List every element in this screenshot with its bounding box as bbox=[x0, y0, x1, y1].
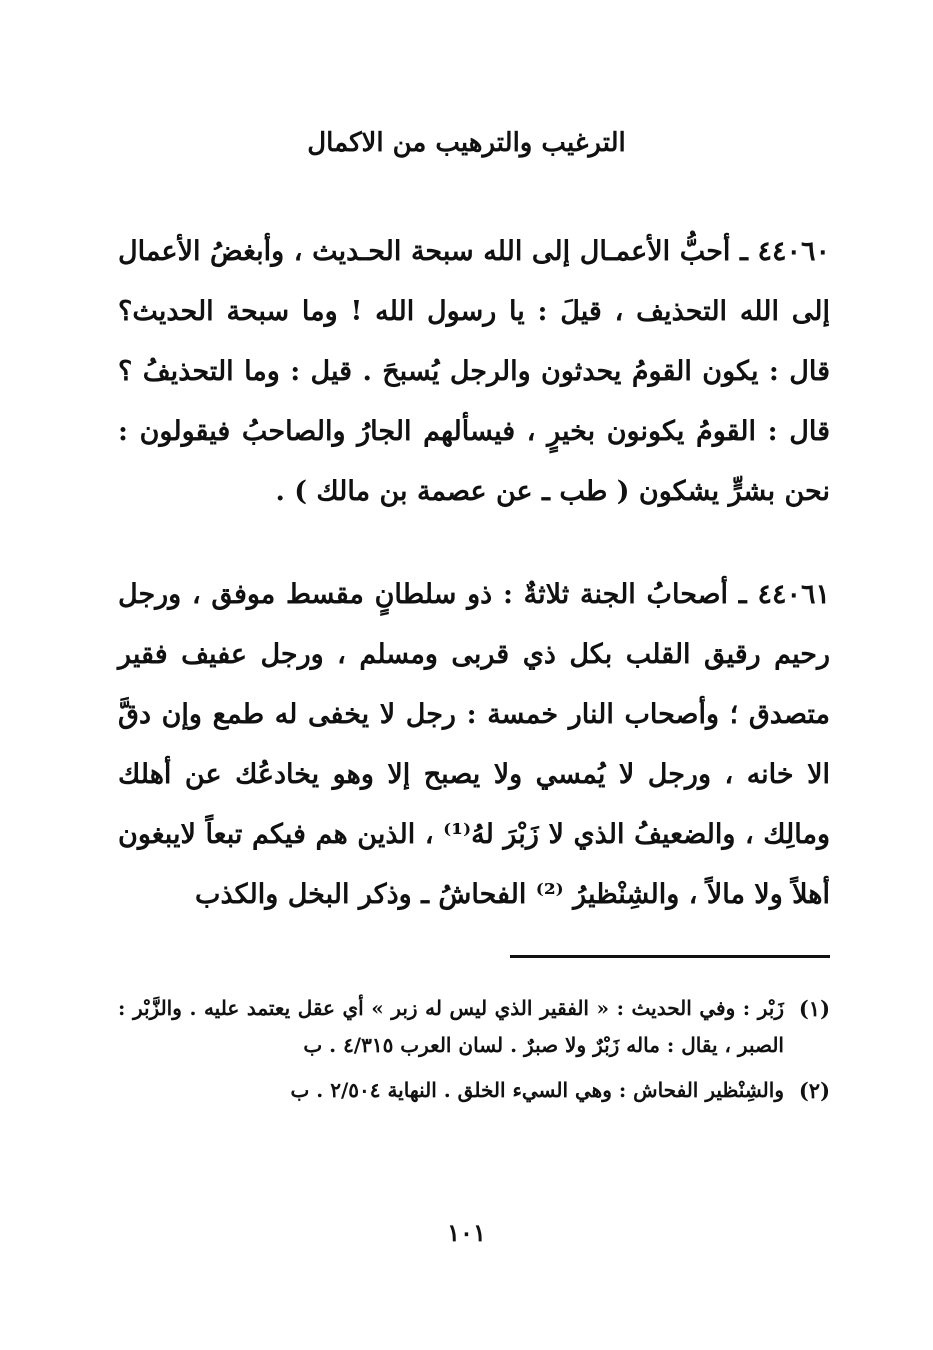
footnote-text: والشِنْظير الفحاش : وهي السيء الخلق . النهاية ٢/٥٠٤ . ب bbox=[290, 1078, 784, 1102]
footnote bbox=[118, 1072, 830, 1109]
hadith-paragraph: ٤٤٠٦١ ـ أصحابُ الجنة ثلاثةٌ : ذو سلطانٍ مقسط موفق ، ورجل رحيم رقيق القلب بكل ذي قربى ومسلم ، ورجل عفيف فقير متصدق ؛ وأصحاب النار خمسة : رجل لا يخفى له طمع وإن دقَّ الا خانه ، ورجل لا يُمسي ولا يصبح إلا وهو يخادعُك عن أهلك ومالِك ، والضعيفُ الذي لا زَبْرَ لهُ⁽¹⁾ ، الذين هم فيكم تبعاً لايبغون أهلاً ولا مالاً ، والشِنْظيرُ ⁽²⁾ الفحاشُ ـ وذكر البخل والكذب bbox=[118, 579, 830, 910]
footnotes bbox=[118, 990, 830, 1117]
footnote-number: (٢) bbox=[798, 1078, 830, 1103]
footnote-divider bbox=[510, 955, 830, 958]
running-header: الترغيب والترهيب من الاكمال bbox=[307, 128, 626, 158]
hadith-paragraph: ٤٤٠٦٠ ـ أحبُّ الأعمـال إلى الله سبحة الحـديث ، وأبغضُ الأعمال إلى الله التحذيف ، قيلَ : يا رسول الله ! وما سبحة الحديث؟ قال : يكون القومُ يحدثون والرجل يُسبحَ . قيل : وما التحذيفُ ؟ قال : القومُ يكونون بخيرٍ ، فيسألهم الجارُ والصاحبُ فيقولون : نحن بشرٍّ يشكون ( طب ـ عن عصمة بن مالك ) . bbox=[118, 236, 830, 507]
page-number: ١٠١ bbox=[447, 1218, 486, 1247]
footnote bbox=[118, 990, 830, 1064]
footnote-text: زَبْر : وفي الحديث : « الفقير الذي ليس له زبر » أي عقل يعتمد عليه . والزَّبْر : الصبر ، يقال : ماله زَبْرٌ ولا صبرٌ . لسان العرب ٤/٣١٥ . ب bbox=[118, 996, 784, 1057]
footnote-number: (١) bbox=[798, 996, 830, 1021]
